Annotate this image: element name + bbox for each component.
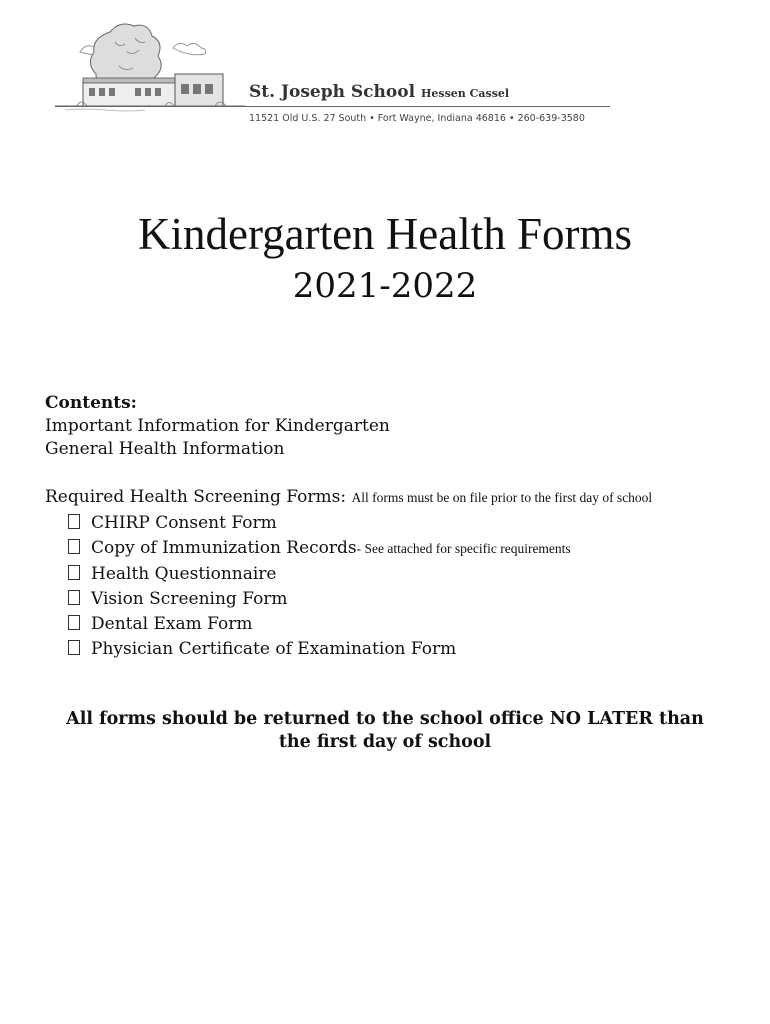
checkbox-icon[interactable]: [68, 539, 80, 554]
checklist-label: Dental Exam Form: [91, 614, 253, 635]
letterhead: [55, 22, 615, 137]
checkbox-icon[interactable]: [68, 640, 80, 655]
checkbox-icon[interactable]: [68, 514, 80, 529]
contents-heading: Contents:: [45, 393, 137, 413]
contents-item: General Health Information: [45, 439, 285, 459]
checklist-label: CHIRP Consent Form: [91, 513, 277, 533]
checklist-item: [68, 637, 571, 662]
deadline-line-2: the first day of school: [278, 732, 492, 752]
contents-item: Important Information for Kindergarten: [45, 416, 390, 436]
checklist-item: [68, 612, 571, 637]
checklist-label: Copy of Immunization Records: [91, 538, 357, 559]
checklist-item: [68, 562, 571, 587]
school-year: 2021-2022: [292, 266, 478, 306]
contents-section: [45, 392, 390, 461]
checklist-label: Vision Screening Form: [91, 588, 288, 609]
page-title: Kindergarten Health Forms: [137, 209, 633, 259]
required-forms-heading: [45, 487, 652, 507]
school-subname: Hessen Cassel: [421, 87, 510, 100]
checklist-item: [68, 511, 571, 536]
checklist-note: - See attached for specific requirements: [356, 541, 571, 557]
checklist-item: [68, 536, 571, 561]
checklist-label: Physician Certificate of Examination Form: [91, 639, 457, 660]
checklist-item: [68, 587, 571, 612]
checkbox-icon[interactable]: [68, 590, 80, 605]
school-name: St. Joseph School Hessen Cassel: [249, 82, 510, 102]
letterhead-rule: [55, 106, 610, 107]
school-address: 11521 Old U.S. 27 South • Fort Wayne, Indiana 46816 • 260-639-3580: [249, 113, 585, 124]
checklist-label: Health Questionnaire: [91, 563, 277, 584]
required-forms-note: All forms must be on file prior to the first day of school: [351, 490, 653, 505]
checkbox-icon[interactable]: [68, 565, 80, 580]
required-forms-label: Required Health Screening Forms:: [45, 487, 347, 507]
school-building-illustration: [55, 22, 245, 127]
required-forms-checklist: [68, 511, 571, 663]
deadline-line-1: All forms should be returned to the school office NO LATER than: [66, 709, 704, 729]
checkbox-icon[interactable]: [68, 615, 80, 630]
return-deadline-note: [40, 708, 730, 754]
